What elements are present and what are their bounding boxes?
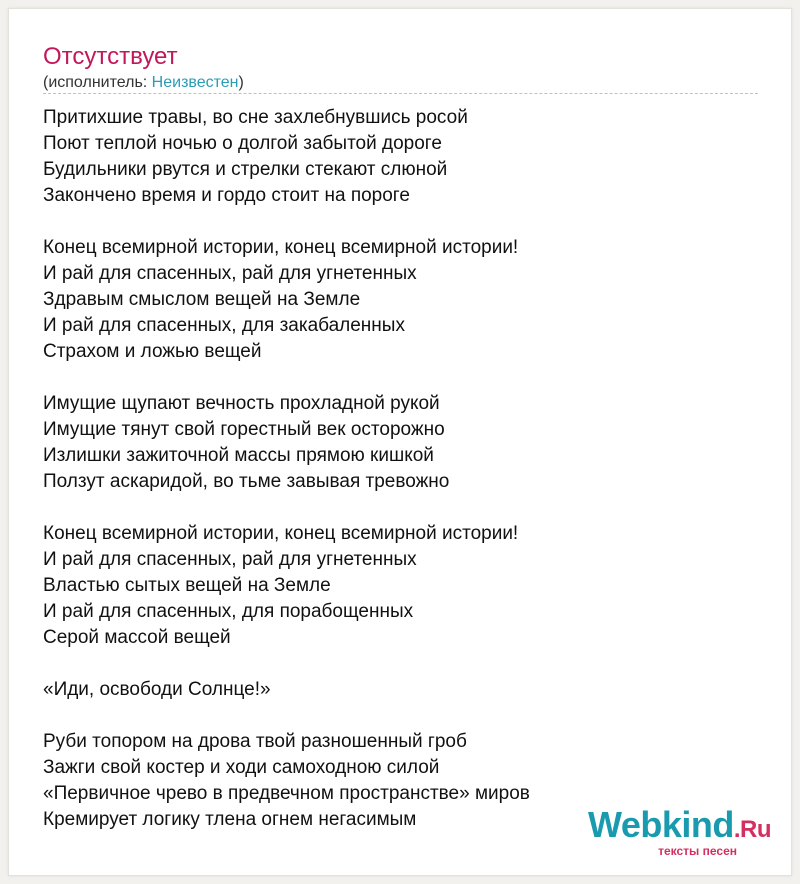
lyric-line: Имущие щупают вечность прохладной рукой bbox=[43, 393, 440, 414]
lyric-line: Излишки зажиточной массы прямою кишкой bbox=[43, 445, 434, 466]
lyric-line: Кремирует логику тлена огнем негасимым bbox=[43, 809, 417, 830]
stanza-gap bbox=[43, 703, 763, 729]
lyric-line: Ползут аскаридой, во тьме завывая тревожно bbox=[43, 471, 450, 492]
lyric-line: Зажги свой костер и ходи самоходною силой bbox=[43, 757, 440, 778]
lyric-line: Будильники рвутся и стрелки стекают слюной bbox=[43, 159, 448, 180]
lyric-line: И рай для спасенных, для порабощенных bbox=[43, 601, 414, 622]
logo-tld: .Ru bbox=[733, 816, 771, 843]
lyric-line: «Иди, освободи Солнце!» bbox=[43, 679, 271, 700]
performer-suffix: ) bbox=[238, 74, 244, 91]
lyric-line: Здравым смыслом вещей на Земле bbox=[43, 289, 361, 310]
logo-tagline: тексты песен bbox=[658, 844, 737, 858]
song-title: Отсутствует bbox=[43, 43, 178, 70]
lyric-line: Поют теплой ночью о долгой забытой дороге bbox=[43, 133, 442, 154]
performer-prefix: (исполнитель: bbox=[43, 74, 152, 91]
lyric-line: Притихшие травы, во сне захлебнувшись росой bbox=[43, 107, 468, 128]
lyric-line: Имущие тянут свой горестный век осторожно bbox=[43, 419, 445, 440]
lyric-line: Серой массой вещей bbox=[43, 627, 231, 648]
lyric-line: Закончено время и гордо стоит на пороге bbox=[43, 185, 410, 206]
lyric-line: Руби топором на дрова твой разношенный гроб bbox=[43, 731, 467, 752]
lyric-line: И рай для спасенных, для закабаленных bbox=[43, 315, 405, 336]
lyrics-body bbox=[43, 105, 763, 833]
lyric-line: «Первичное чрево в предвечном пространстве» миров bbox=[43, 783, 530, 804]
title-divider bbox=[43, 93, 758, 94]
site-logo[interactable] bbox=[571, 805, 771, 861]
performer-line bbox=[43, 73, 244, 93]
stanza-gap bbox=[43, 365, 763, 391]
stanza-gap bbox=[43, 495, 763, 521]
stanza-gap bbox=[43, 209, 763, 235]
lyric-line: Властью сытых вещей на Земле bbox=[43, 575, 331, 596]
lyrics-page bbox=[8, 8, 792, 876]
lyric-line: И рай для спасенных, рай для угнетенных bbox=[43, 263, 417, 284]
lyric-line: Страхом и ложью вещей bbox=[43, 341, 262, 362]
performer-link[interactable]: Неизвестен bbox=[151, 74, 239, 91]
lyric-line: Конец всемирной истории, конец всемирной истории! bbox=[43, 523, 519, 544]
logo-brand: Webkind bbox=[587, 804, 734, 845]
lyric-line: Конец всемирной истории, конец всемирной истории! bbox=[43, 237, 519, 258]
stanza-gap bbox=[43, 651, 763, 677]
lyric-line: И рай для спасенных, рай для угнетенных bbox=[43, 549, 417, 570]
